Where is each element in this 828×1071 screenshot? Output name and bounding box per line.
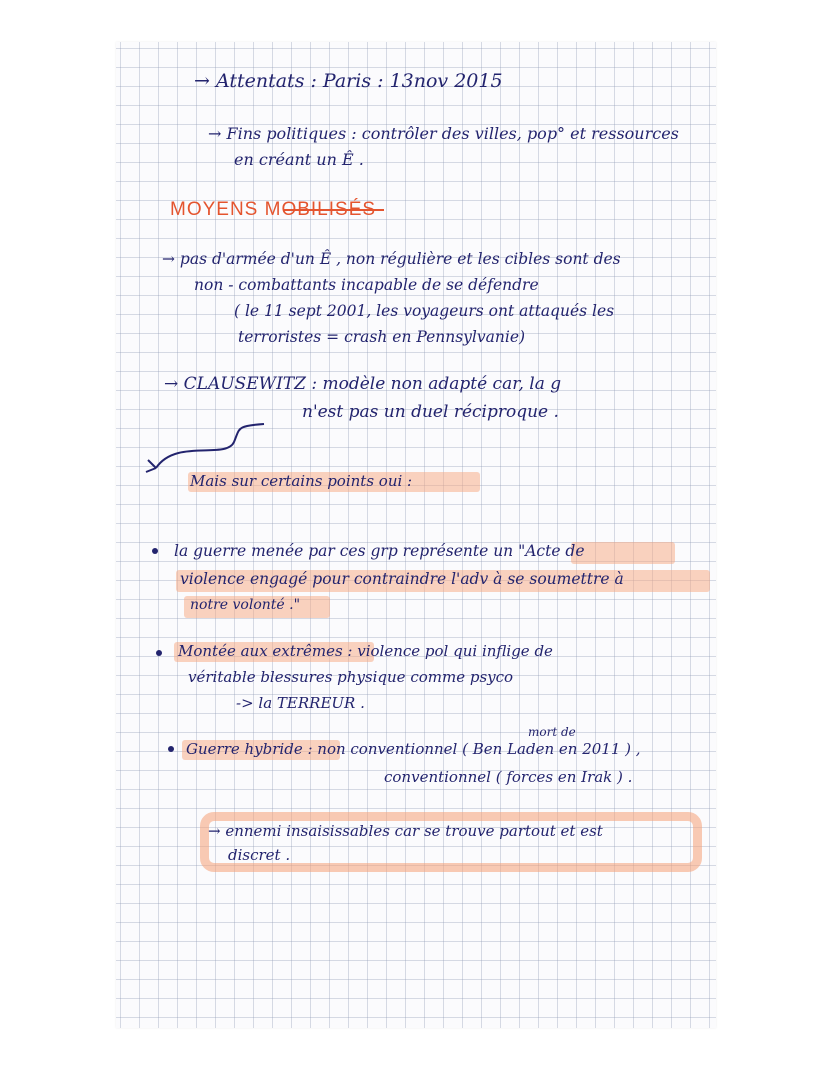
line-clausewitz: → CLAUSEWITZ : modèle non adapté car, la g (164, 374, 562, 394)
bullet-1 (152, 548, 158, 554)
line-fins-politiques: → Fins politiques : contrôler des villes, pop° et ressources (208, 124, 679, 143)
heading-moyens-mobilises: MOYENS MOBILISÉS (170, 199, 377, 220)
line-la-guerre: la guerre menée par ces grp représente un "Acte de (174, 542, 585, 560)
line-discret: discret . (228, 846, 291, 864)
line-veritable: véritable blessures physique comme psyco (188, 668, 514, 686)
line-11-sept: ( le 11 sept 2001, les voyageurs ont attaqués les (234, 302, 615, 320)
line-attentats: → Attentats : Paris : 13nov 2015 (194, 70, 503, 92)
line-violence-engage: violence engagé pour contraindre l'adv à se soumettre à (180, 570, 624, 588)
bullet-3 (168, 746, 174, 752)
line-guerre-hybride: Guerre hybride : non conventionnel ( Ben Laden en 2011 ) , (186, 740, 641, 758)
line-notre-volonte: notre volonté ." (190, 597, 301, 613)
line-conventionnel: conventionnel ( forces en Irak ) . (384, 768, 633, 786)
line-non-combattants: non - combattants incapable de se défendre (194, 276, 539, 294)
line-terreur: -> la TERREUR . (236, 694, 365, 712)
curly-arrow-icon (116, 42, 716, 1028)
line-duel: n'est pas un duel réciproque . (302, 402, 559, 422)
line-terroristes: terroristes = crash en Pennsylvanie) (238, 328, 526, 346)
line-pas-darmee: → pas d'armée d'un Ê , non régulière et les cibles sont des (162, 250, 621, 268)
note-mort-de: mort de (528, 725, 576, 739)
line-ennemi: → ennemi insaisissables car se trouve partout et est (208, 822, 603, 840)
line-en-creant: en créant un Ê . (234, 150, 364, 169)
line-montee: Montée aux extrêmes : violence pol qui inflige de (178, 642, 553, 660)
notebook-page (116, 42, 716, 1028)
line-mais-sur: Mais sur certains points oui : (190, 472, 413, 490)
bullet-2 (156, 650, 162, 656)
